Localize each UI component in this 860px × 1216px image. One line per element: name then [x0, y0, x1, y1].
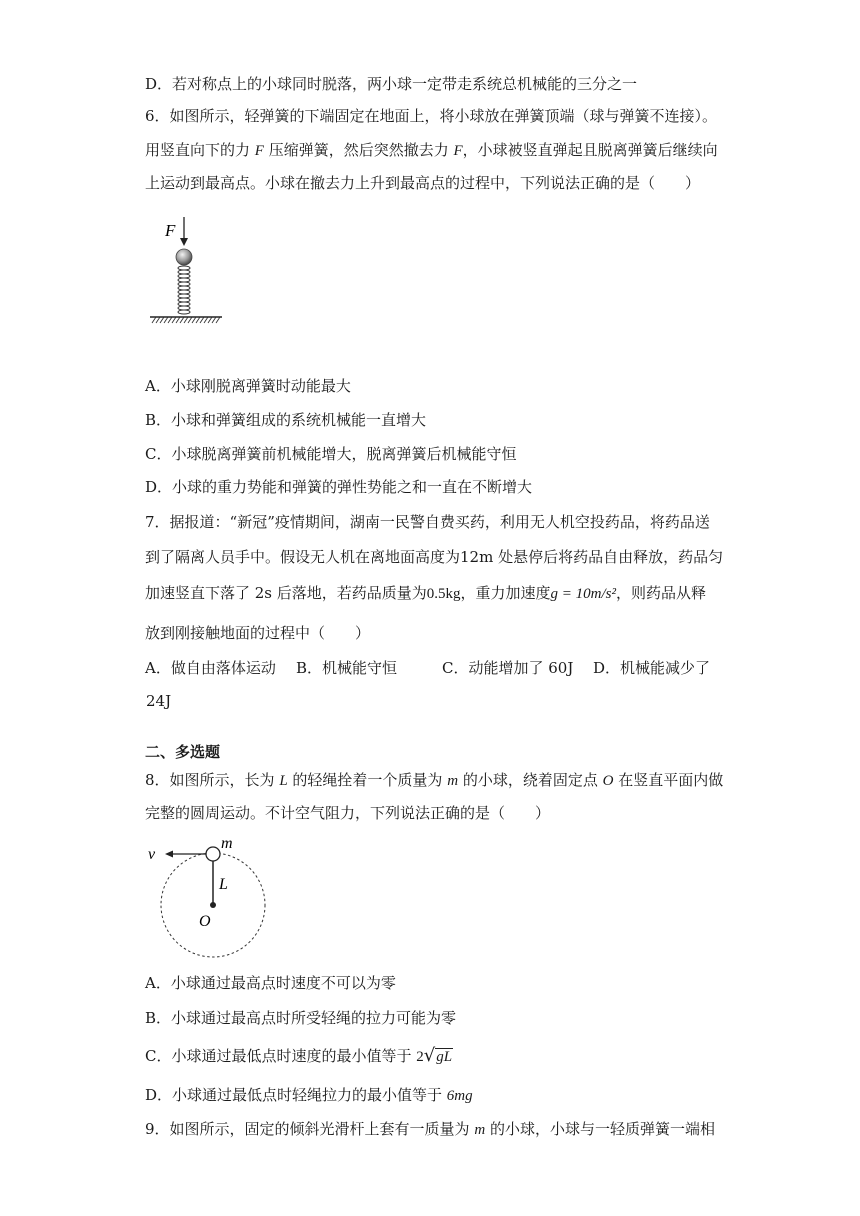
ball: [176, 249, 192, 265]
q6-stem-line3: 上运动到最高点。小球在撤去力上升到最高点的过程中，下列说法正确的是（ ）: [145, 174, 701, 192]
q6-stem-line2: 用竖直向下的力 F 压缩弹簧，然后突然撤去力 F，小球被竖直弹起且脱离弹簧后继续向: [145, 141, 718, 159]
label-L: L: [219, 876, 228, 893]
q7-option-a: A．做自由落体运动: [145, 659, 276, 677]
q8-option-c: C．小球通过最低点时速度的最小值等于 2√gL: [145, 1045, 453, 1066]
velocity-arrowhead: [165, 851, 173, 858]
circle-figure: [145, 836, 271, 960]
q5-option-d: D．若对称点上的小球同时脱落，两小球一定带走系统总机械能的三分之一: [145, 75, 638, 93]
sqrt-expression: 2√gL: [416, 1045, 453, 1066]
q7-option-d-cont: 24J: [146, 692, 172, 710]
label-O: O: [199, 913, 211, 930]
q7-option-d: D．机械能减少了: [593, 659, 711, 677]
q6-option-a: A．小球刚脱离弹簧时动能最大: [145, 377, 351, 395]
q7-stem-line4: 放到刚接触地面的过程中（ ）: [145, 624, 371, 642]
q8-option-b: B．小球通过最高点时所受轻绳的拉力可能为零: [145, 1009, 457, 1027]
q7-stem-line2: 到了隔离人员手中。假设无人机在离地面高度为12m 处悬停后将药品自由释放，药品匀: [145, 548, 724, 566]
spring: [178, 266, 190, 314]
q8-stem-line2: 完整的圆周运动。不计空气阻力，下列说法正确的是（ ）: [145, 804, 551, 822]
spring-figure: [148, 215, 228, 327]
label-m: m: [221, 836, 233, 852]
q7-option-c: C．动能增加了 60J: [442, 659, 574, 677]
q7-stem-line1: 7．据报道：“新冠”疫情期间，湖南一民警自费买药，利用无人机空投药品，将药品送: [145, 513, 710, 531]
q6-option-b: B．小球和弹簧组成的系统机械能一直增大: [145, 411, 427, 429]
q9-stem-line1: 9．如图所示，固定的倾斜光滑杆上套有一质量为 m 的小球，小球与一轻质弹簧一端相: [145, 1120, 715, 1138]
ball: [206, 847, 220, 861]
q8-option-d: D．小球通过最低点时轻绳拉力的最小值等于 6mg: [145, 1086, 473, 1104]
section-title: 二、多选题: [145, 743, 221, 761]
q6-option-d: D．小球的重力势能和弹簧的弹性势能之和一直在不断增大: [145, 478, 533, 496]
force-arrowhead: [180, 238, 188, 246]
gravity-expression: g = 10m/s²: [550, 586, 617, 602]
q7-stem-line3: 加速竖直下落了 2s 后落地，若药品质量为0.5kg，重力加速度g = 10m/s²，则药品从释: [145, 584, 707, 602]
label-v: v: [148, 846, 156, 863]
q6-stem-line1: 6．如图所示，轻弹簧的下端固定在地面上，将小球放在弹簧顶端（球与弹簧不连接）。: [145, 107, 718, 125]
q8-stem-line1: 8．如图所示，长为 L 的轻绳拴着一个质量为 m 的小球，绕着固定点 O 在竖直平面内做: [145, 771, 724, 789]
ground-hatch: [152, 317, 220, 323]
q7-option-b: B．机械能守恒: [296, 659, 398, 677]
q6-option-c: C．小球脱离弹簧前机械能增大，脱离弹簧后机械能守恒: [145, 445, 517, 463]
q8-option-a: A．小球通过最高点时速度不可以为零: [145, 974, 396, 992]
pivot-point: [210, 902, 216, 908]
force-label: F: [165, 221, 176, 240]
